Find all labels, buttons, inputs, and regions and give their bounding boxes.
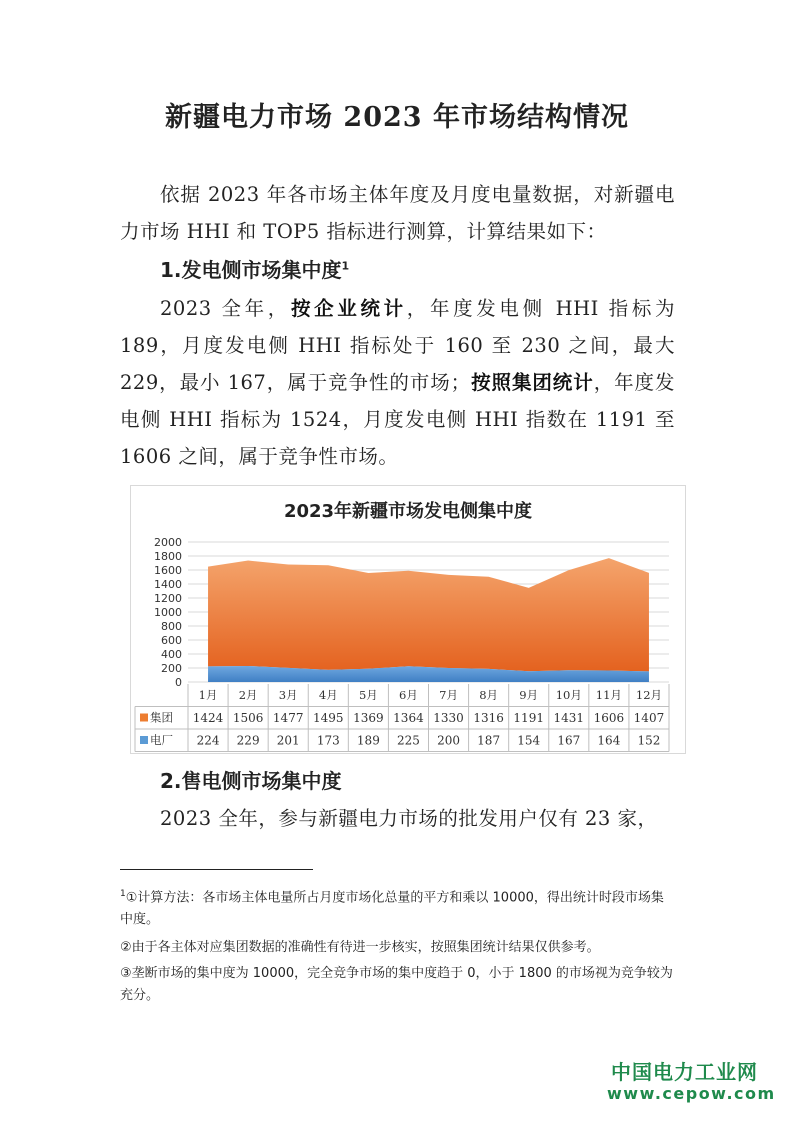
- section1-text-e: ，年度发电侧 HHI 指标为 1524，月度发电侧 HHI 指数在 1191 至 1606 之间，属于竞争性市场。: [120, 371, 675, 468]
- hhi-chart-svg: [131, 486, 685, 753]
- x-tick-label: 10月: [555, 688, 582, 702]
- area-series-group: [208, 558, 649, 671]
- x-tick-label: 2月: [238, 688, 258, 702]
- section1-emphasis-group: 按照集团统计: [470, 371, 594, 394]
- y-tick-label: 1800: [154, 550, 182, 563]
- data-label: 1316: [473, 711, 504, 725]
- footnote-3: ③垄断市场的集中度为 10000，完全竞争市场的集中度趋于 0，小于 1800 的市场视为竞争较为充分。: [120, 966, 673, 1003]
- x-tick-label: 8月: [479, 688, 499, 702]
- y-tick-label: 1600: [154, 564, 182, 577]
- data-label: 1369: [353, 711, 384, 725]
- y-tick-label: 1000: [154, 606, 182, 619]
- footnote-1-marker: 1: [120, 889, 126, 899]
- footnote-ref-1[interactable]: 1: [341, 259, 350, 273]
- data-label: 1330: [433, 711, 464, 725]
- data-label: 154: [517, 733, 541, 748]
- site-brand-url[interactable]: www.cepow.com: [607, 1084, 776, 1103]
- site-brand-name[interactable]: 中国电力工业网: [611, 1060, 758, 1084]
- y-tick-label: 1200: [154, 592, 182, 605]
- intro-paragraph: 依据 2023 年各市场主体年度及月度电量数据，对新疆电力市场 HHI 和 TOP5 指标进行测算，计算结果如下：: [120, 183, 675, 243]
- x-tick-label: 5月: [358, 688, 378, 702]
- x-tick-label: 4月: [318, 688, 338, 702]
- section1-paragraph: [120, 290, 675, 475]
- x-tick-label: 6月: [399, 688, 418, 702]
- footnote-1: [120, 883, 675, 931]
- section1-text-a: 2023 全年，: [160, 297, 291, 320]
- x-tick-label: 7月: [439, 688, 458, 702]
- y-tick-label: 600: [161, 634, 182, 647]
- data-label: 1191: [513, 711, 544, 725]
- y-tick-label: 1400: [154, 578, 182, 591]
- data-label: 164: [597, 733, 621, 748]
- data-label: 1407: [633, 711, 665, 725]
- footnote-divider: [120, 869, 313, 870]
- hhi-chart: [130, 485, 686, 754]
- data-label: 1431: [553, 711, 585, 725]
- y-tick-label: 2000: [154, 536, 182, 549]
- y-tick-label: 800: [161, 620, 182, 633]
- x-tick-label: 3月: [278, 688, 298, 702]
- legend-swatch: [140, 714, 148, 722]
- legend-swatch: [140, 736, 148, 744]
- legend-label: 电厂: [150, 733, 173, 747]
- data-label: 1606: [593, 711, 625, 725]
- legend-label: 集团: [150, 710, 173, 725]
- data-label: 225: [397, 733, 420, 748]
- section1-text-c: ，年度发电侧 HHI 指标为 189，月度发电侧 HHI 指标处于 160 至 230 之间，最大 229，最小 167，属于竞争性的市场；: [120, 297, 675, 394]
- data-label: 201: [276, 733, 300, 748]
- footnote-1-text: ①计算方法：各市场主体电量所占月度市场化总量的平方和乘以 10000，得出统计时段市场集中度。: [120, 890, 664, 928]
- data-label: 1506: [232, 711, 264, 725]
- data-label: 152: [637, 733, 661, 748]
- data-label: 229: [236, 733, 260, 748]
- section1-heading: [160, 254, 349, 283]
- y-tick-label: 200: [161, 662, 182, 675]
- data-label: 1424: [192, 711, 224, 725]
- page-title: 新疆电力市场 2023 年市场结构情况: [165, 102, 629, 133]
- section1-emphasis-company: 按企业统计: [290, 297, 407, 320]
- chart-title: 2023年新疆市场发电侧集中度: [283, 501, 533, 522]
- footnote-2: ②由于各主体对应集团数据的准确性有待进一步核实，按照集团统计结果仅供参考。: [120, 940, 600, 955]
- data-label: 1477: [272, 711, 304, 725]
- data-label: 173: [316, 733, 340, 748]
- section1-heading-text: 1.发电侧市场集中度: [160, 258, 342, 282]
- y-tick-label: 400: [161, 648, 182, 661]
- x-tick-label: 12月: [635, 688, 663, 702]
- data-label: 189: [356, 733, 380, 748]
- data-label: 224: [196, 733, 220, 748]
- data-label: 187: [477, 733, 501, 748]
- x-tick-label: 11月: [595, 688, 622, 702]
- data-label: 1495: [313, 711, 344, 725]
- section2-paragraph: 2023 全年，参与新疆电力市场的批发用户仅有 23 家，: [160, 807, 658, 830]
- data-label: 1364: [393, 711, 424, 725]
- x-tick-label: 9月: [519, 688, 539, 702]
- data-label: 200: [437, 733, 460, 748]
- y-tick-label: 0: [175, 676, 182, 689]
- section2-heading: 2.售电侧市场集中度: [160, 769, 342, 793]
- x-tick-label: 1月: [198, 688, 218, 702]
- data-label: 167: [557, 733, 581, 748]
